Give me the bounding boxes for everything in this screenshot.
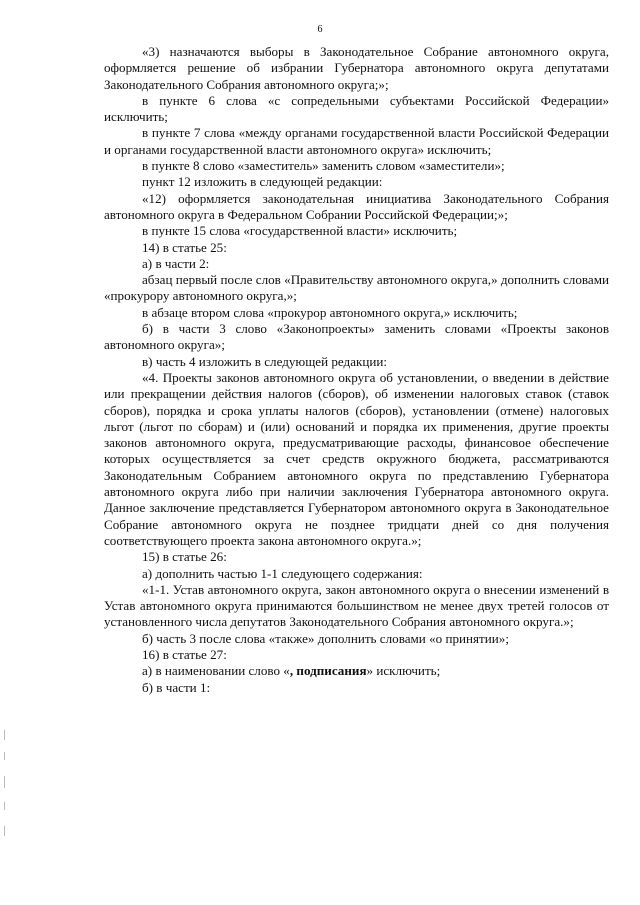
paragraph-item-3-text: «3) назначаются выборы в Законодательное Собрание автономного округа, оформляется решение об избрании Губернатора автономного округа депутатами Законодательного Собрания автономного округа;»; <box>104 44 609 92</box>
page-number: 6 <box>317 24 323 35</box>
margin-mark <box>4 802 5 810</box>
margin-mark <box>4 776 5 788</box>
paragraph-article-25-abzac-1: абзац первый после слов «Правительству автономного округа,» дополнить словами «прокурору автономного округа,»; <box>104 272 609 304</box>
paragraph-article-25: 14) в статье 25: <box>142 239 227 255</box>
bold-fragment: , подписания <box>289 663 367 679</box>
paragraph-point-8: в пункте 8 слово «заместитель» заменить словом «заместители»; <box>142 158 505 174</box>
paragraph-article-26-a: а) дополнить частью 1-1 следующего содержания: <box>142 565 423 581</box>
paragraph-article-25-abzac-2: в абзаце втором слова «прокурор автономного округа,» исключить; <box>142 304 518 320</box>
paragraph-article-25-part-2: а) в части 2: <box>142 255 210 271</box>
paragraph-point-6: в пункте 6 слова «с сопредельными субъектами Российской Федерации» исключить; <box>104 92 609 125</box>
paragraph-article-27-b: б) в части 1: <box>142 679 211 695</box>
paragraph-point-7: в пункте 7 слова «между органами государственной власти Российской Федерации и органами государственной власти автономного округа» исключить; <box>104 125 609 157</box>
paragraph-article-25-part-4-intro: в) часть 4 изложить в следующей редакции: <box>142 353 388 369</box>
paragraph-article-25-part-4-text: «4. Проекты законов автономного округа об установлении, о введении в действие или прекращении действия налогов (сборов), об изменении налоговых ставок (ставок сборов), порядка и срока уплаты налогов (сборов), установлении (отмене) налоговых льгот (льгот по сборам) и (или) оснований и порядка их применения, другие проекты законов автономного округа, предусматривающие расходы, финансовое обеспечение которых осуществляется за счет средств окружного бюджета, рассматриваются Законодательным Собранием автономного округа по представлению Губернатора автономного округа либо при наличии заключения Губернатора автономного округа. Данное заключение представляется Губернатором автономного округа в Законодательное Собрание автономного округа не позднее тридцати дней со дня получения соответствующего проекта закона автономного округа.»; <box>104 369 609 548</box>
paragraph-article-26-part-1-1: «1-1. Устав автономного округа, закон автономного округа о внесении изменений в Устав автономного округа принимаются большинством не менее двух третей голосов от установленного числа депутатов Законодательного Собрания автономного округа.»; <box>104 581 609 630</box>
paragraph-article-25-part-3: б) в части 3 слово «Законопроекты» заменить словами «Проекты законов автономного округа»; <box>104 321 609 353</box>
paragraph-article-26: 15) в статье 26: <box>142 549 227 565</box>
margin-mark <box>4 826 5 836</box>
paragraph-point-12-text: «12) оформляется законодательная инициатива Законодательного Собрания автономного округа в Федеральном Собрании Российской Федерации;»; <box>104 190 609 222</box>
paragraph-point-12-intro: пункт 12 изложить в следующей редакции: <box>142 174 383 190</box>
paragraph-article-26-b: б) часть 3 после слова «также» дополнить словами «о принятии»; <box>142 630 509 646</box>
paragraph-article-27-a <box>104 663 609 679</box>
text-fragment: » исключить; <box>366 663 441 679</box>
document-body <box>104 44 609 696</box>
paragraph-point-15: в пункте 15 слова «государственной власти» исключить; <box>142 223 458 239</box>
margin-mark <box>4 730 5 740</box>
scan-margin-marks <box>4 730 8 850</box>
paragraph-article-27: 16) в статье 27: <box>142 646 227 662</box>
margin-mark <box>4 752 5 760</box>
text-fragment: а) в наименовании слово « <box>142 663 290 679</box>
